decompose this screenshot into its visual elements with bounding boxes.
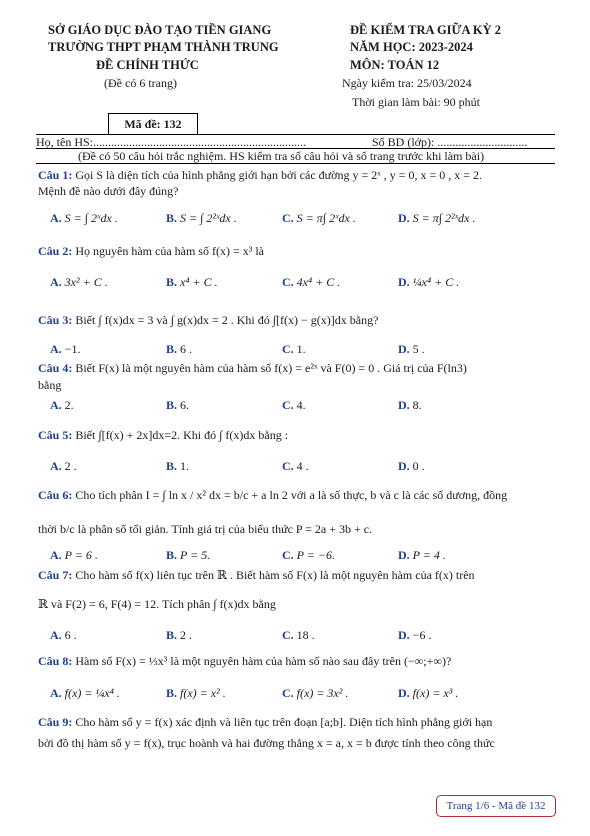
q5-option-c[interactable]: C. 4 .	[282, 459, 309, 473]
department-name: SỞ GIÁO DỤC ĐÀO TẠO TIỀN GIANG	[48, 23, 272, 37]
divider-bottom	[36, 163, 555, 164]
q7-option-c[interactable]: C. 18 .	[282, 628, 315, 642]
q5-option-a[interactable]: A. 2 .	[50, 459, 77, 473]
question-2: Câu 2: Họ nguyên hàm của hàm số f(x) = x³ là	[38, 244, 264, 258]
q6-option-a[interactable]: A. P = 6 .	[50, 548, 98, 562]
q8-option-a[interactable]: A. f(x) = ¼x⁴ .	[50, 686, 120, 700]
question-5: Câu 5: Biết ∫[f(x) + 2x]dx=2. Khi đó ∫ f(x)dx bằng :	[38, 428, 289, 442]
q1-option-c[interactable]: C. S = π∫ 2ˣdx .	[282, 211, 356, 225]
q6-option-c[interactable]: C. P = −6.	[282, 548, 335, 562]
q5-option-b[interactable]: B. 1.	[166, 459, 190, 473]
q8-option-d[interactable]: D. f(x) = x³ .	[398, 686, 459, 700]
official-label: ĐỀ CHÍNH THỨC	[96, 58, 199, 72]
q3-option-b[interactable]: B. 6 .	[166, 342, 193, 356]
q1-option-d[interactable]: D. S = π∫ 2²ˣdx .	[398, 211, 476, 225]
page-footer: Trang 1/6 - Mã đề 132	[436, 795, 556, 817]
student-id-field: Số BD (lớp): ..............................	[372, 135, 528, 149]
question-9: Câu 9: Cho hàm số y = f(x) xác định và liên tục trên đoạn [a;b]. Diện tích hình phẳng giới hạn	[38, 715, 493, 729]
q2-option-c[interactable]: C. 4x⁴ + C .	[282, 275, 341, 289]
exam-code-box: Mã đề: 132	[108, 113, 198, 135]
exam-duration: Thời gian làm bài: 90 phút	[352, 95, 480, 109]
question-9-text2: bởi đồ thị hàm số y = f(x), trục hoành và hai đường thẳng x = a, x = b được tính theo công thức	[38, 736, 495, 750]
q3-option-d[interactable]: D. 5 .	[398, 342, 425, 356]
question-7: Câu 7: Cho hàm số f(x) liên tục trên ℝ . Biết hàm số F(x) là một nguyên hàm của f(x) trên	[38, 568, 475, 582]
q1-option-a[interactable]: A. S = ∫ 2ˣdx .	[50, 211, 118, 225]
q4-option-a[interactable]: A. 2.	[50, 398, 74, 412]
question-4-text2: bằng	[38, 378, 62, 392]
q4-option-b[interactable]: B. 6.	[166, 398, 190, 412]
q5-option-d[interactable]: D. 0 .	[398, 459, 425, 473]
q2-option-a[interactable]: A. 3x² + C .	[50, 275, 108, 289]
question-6: Câu 6: Cho tích phân I = ∫ ln x / x² dx = b/c + a ln 2 với a là số thực, b và c là các số dương, đồng	[38, 488, 508, 502]
subject: MÔN: TOÁN 12	[350, 58, 440, 72]
question-3: Câu 3: Biết ∫ f(x)dx = 3 và ∫ g(x)dx = 2 . Khi đó ∫[f(x) − g(x)]dx bằng?	[38, 313, 379, 327]
question-6-text2: thời b/c là phân số tối giản. Tính giá trị của biểu thức P = 2a + 3b + c.	[38, 522, 373, 536]
q2-option-b[interactable]: B. x⁴ + C .	[166, 275, 218, 289]
question-8: Câu 8: Hàm số F(x) = ⅓x³ là một nguyên hàm của hàm số nào sau đây trên (−∞;+∞)?	[38, 654, 452, 668]
school-name: TRƯỜNG THPT PHẠM THÀNH TRUNG	[48, 40, 279, 54]
q2-option-d[interactable]: D. ¼x⁴ + C .	[398, 275, 460, 289]
exam-instruction: (Đề có 50 câu hỏi trắc nghiệm. HS kiểm tra số câu hỏi và số trang trước khi làm bài)	[78, 149, 485, 163]
q7-option-a[interactable]: A. 6 .	[50, 628, 77, 642]
q8-option-b[interactable]: B. f(x) = x² .	[166, 686, 226, 700]
question-7-text2: ℝ và F(2) = 6, F(4) = 12. Tích phân ∫ f(x)dx bằng	[38, 597, 276, 611]
q3-option-c[interactable]: C. 1.	[282, 342, 306, 356]
school-year: NĂM HỌC: 2023-2024	[350, 40, 473, 54]
student-name-field: Họ, tên HS:.......................................................................	[36, 135, 306, 149]
page-count-note: (Đề có 6 trang)	[104, 76, 177, 90]
q8-option-c[interactable]: C. f(x) = 3x² .	[282, 686, 349, 700]
q1-option-b[interactable]: B. S = ∫ 2²ˣdx .	[166, 211, 237, 225]
q7-option-d[interactable]: D. −6 .	[398, 628, 432, 642]
question-1: Câu 1: Gọi S là diện tích của hình phẳng giới hạn bởi các đường y = 2ˣ , y = 0, x = 0 , x = 2.	[38, 168, 483, 182]
q6-option-b[interactable]: B. P = 5.	[166, 548, 211, 562]
exam-title: ĐỀ KIỂM TRA GIỮA KỲ 2	[350, 23, 502, 37]
q4-option-c[interactable]: C. 4.	[282, 398, 306, 412]
question-4: Câu 4: Biết F(x) là một nguyên hàm của hàm số f(x) = e²ˣ và F(0) = 0 . Giá trị của F(ln3)	[38, 361, 467, 375]
q4-option-d[interactable]: D. 8.	[398, 398, 422, 412]
q3-option-a[interactable]: A. −1.	[50, 342, 81, 356]
exam-date: Ngày kiểm tra: 25/03/2024	[342, 76, 472, 90]
q7-option-b[interactable]: B. 2 .	[166, 628, 193, 642]
q6-option-d[interactable]: D. P = 4 .	[398, 548, 446, 562]
question-1-text2: Mệnh đề nào dưới đây đúng?	[38, 184, 179, 198]
